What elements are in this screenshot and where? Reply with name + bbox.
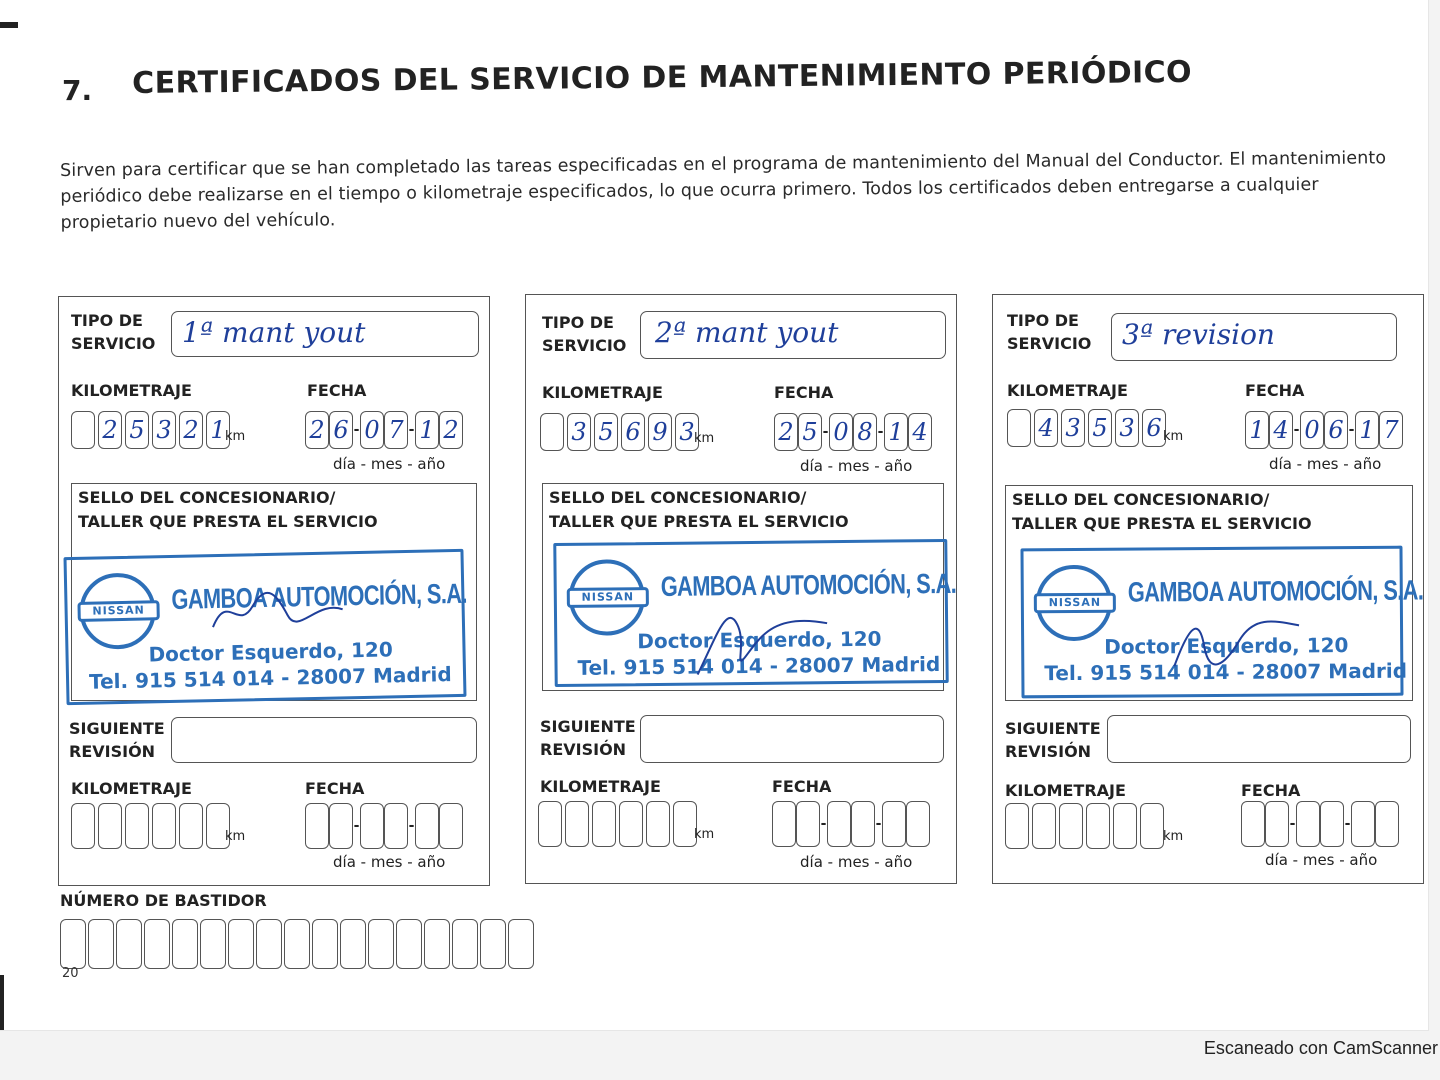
service-type-label xyxy=(1007,309,1091,355)
next-mileage-digit[interactable] xyxy=(125,803,149,849)
mileage-digit[interactable]: 5 xyxy=(125,411,149,449)
month-digit[interactable]: 0 xyxy=(360,411,384,449)
dealer-stamp xyxy=(553,539,957,687)
date-label: FECHA xyxy=(307,381,367,400)
stamp-brand: NISSAN xyxy=(1034,593,1116,614)
vin-cell[interactable] xyxy=(172,919,198,969)
label-siguiente: SIGUIENTE xyxy=(69,719,165,738)
date-format-caption: día - mes - año xyxy=(333,853,446,871)
next-year-digit[interactable] xyxy=(415,803,439,849)
day-digit[interactable]: 2 xyxy=(305,411,329,449)
mileage-digit[interactable]: 3 xyxy=(1115,409,1139,447)
year-digit[interactable]: 4 xyxy=(908,413,932,451)
mileage-digit[interactable]: 3 xyxy=(567,413,591,451)
service-type-field[interactable] xyxy=(640,311,946,359)
vin-label: NÚMERO DE BASTIDOR xyxy=(60,891,267,910)
next-mileage-digit[interactable] xyxy=(538,801,562,847)
signature-icon xyxy=(207,584,348,637)
mileage-label: KILOMETRAJE xyxy=(542,383,663,402)
vin-cell[interactable] xyxy=(144,919,170,969)
next-mileage-digit[interactable] xyxy=(1005,803,1029,849)
mileage-digit[interactable]: 9 xyxy=(648,413,672,451)
day-digit[interactable]: 6 xyxy=(329,411,353,449)
intro-paragraph: Sirven para certificar que se han completado las tareas especificadas en el programa de mantenimiento del Manual del Conductor. El mantenimiento periódico debe realizarse en el tiempo o kilometraje especificados, lo que ocurra primero. Todos los certificados deben entregarse a cualquier propietario nuevo del vehículo. xyxy=(60,148,1387,233)
stamp-phone: Tel. 915 514 014 - 28007 Madrid xyxy=(1044,658,1408,686)
date-label: FECHA xyxy=(1245,381,1305,400)
next-mileage-digits[interactable] xyxy=(71,803,230,849)
date-label: FECHA xyxy=(774,383,834,402)
seal-title-line1: SELLO DEL CONCESIONARIO/ xyxy=(549,488,807,507)
km-unit: km xyxy=(1163,429,1184,444)
service-date[interactable] xyxy=(774,413,932,451)
vin-cell[interactable] xyxy=(116,919,142,969)
service-date[interactable] xyxy=(1245,411,1403,449)
mileage-digit[interactable]: 3 xyxy=(152,411,176,449)
next-mileage-digits[interactable] xyxy=(538,801,697,847)
next-date-label: FECHA xyxy=(305,779,365,798)
vin-cell[interactable] xyxy=(256,919,282,969)
next-month-digit[interactable] xyxy=(1320,801,1344,847)
stamp-address: Doctor Esquerdo, 120 xyxy=(1104,633,1349,659)
service-date[interactable] xyxy=(305,411,463,449)
mileage-label: KILOMETRAJE xyxy=(1007,381,1128,400)
dealer-stamp xyxy=(63,549,466,705)
next-mileage-label: KILOMETRAJE xyxy=(1005,781,1126,800)
month-digit[interactable]: 6 xyxy=(1324,411,1348,449)
stamp-company-name: GAMBOA AUTOMOCIÓN, S.A. xyxy=(171,577,468,615)
date-separator: - xyxy=(877,424,884,440)
service-type-field[interactable] xyxy=(1111,313,1397,361)
next-month-digit[interactable] xyxy=(827,801,851,847)
seal-title xyxy=(549,486,849,534)
mileage-digit[interactable]: 5 xyxy=(1088,409,1112,447)
next-mileage-digit[interactable] xyxy=(1032,803,1056,849)
date-separator: - xyxy=(408,818,415,834)
vin-cell[interactable] xyxy=(424,919,450,969)
next-mileage-digit[interactable] xyxy=(565,801,589,847)
day-digit[interactable]: 5 xyxy=(798,413,822,451)
seal-title-line2: TALLER QUE PRESTA EL SERVICIO xyxy=(549,512,849,531)
nissan-logo-icon xyxy=(79,572,157,650)
scanner-watermark: Escaneado con CamScanner xyxy=(1203,1038,1438,1058)
vin-cell[interactable] xyxy=(60,919,86,969)
certificate-card-3 xyxy=(992,294,1424,884)
year-digit[interactable]: 7 xyxy=(1379,411,1403,449)
date-separator: - xyxy=(353,422,360,438)
vin-cell[interactable] xyxy=(200,919,226,969)
next-month-digit[interactable] xyxy=(384,803,408,849)
label-revision: REVISIÓN xyxy=(1005,742,1092,761)
next-service-label xyxy=(1005,717,1101,763)
seal-title-line2: TALLER QUE PRESTA EL SERVICIO xyxy=(78,512,378,531)
service-type-value: 2ª mant yout xyxy=(655,316,839,349)
next-mileage-digit[interactable] xyxy=(98,803,122,849)
km-unit: km xyxy=(225,429,246,444)
seal-title xyxy=(1012,488,1312,536)
scan-corner-mark xyxy=(0,22,18,28)
date-format-caption: día - mes - año xyxy=(800,457,913,475)
nissan-logo-icon xyxy=(568,559,645,636)
day-digit[interactable]: 1 xyxy=(1245,411,1269,449)
km-unit: km xyxy=(225,829,246,844)
next-service-date[interactable] xyxy=(1241,801,1399,847)
year-digit[interactable]: 2 xyxy=(439,411,463,449)
next-mileage-digit[interactable] xyxy=(179,803,203,849)
seal-title-line1: SELLO DEL CONCESIONARIO/ xyxy=(1012,490,1270,509)
service-type-label xyxy=(542,311,626,357)
page-number: 20 xyxy=(62,966,79,981)
date-separator: - xyxy=(1344,816,1351,832)
date-format-caption: día - mes - año xyxy=(1269,455,1382,473)
mileage-digit[interactable]: 2 xyxy=(179,411,203,449)
month-digit[interactable]: 0 xyxy=(829,413,853,451)
label-tipo-de: TIPO DE xyxy=(1007,311,1079,330)
mileage-digits[interactable] xyxy=(540,413,699,451)
date-separator: - xyxy=(822,424,829,440)
year-digit[interactable]: 1 xyxy=(1355,411,1379,449)
mileage-digit[interactable] xyxy=(540,413,564,451)
mileage-digit[interactable]: 4 xyxy=(1034,409,1058,447)
next-mileage-digits[interactable] xyxy=(1005,803,1164,849)
month-digit[interactable]: 0 xyxy=(1300,411,1324,449)
next-year-digit[interactable] xyxy=(439,803,463,849)
next-service-field[interactable] xyxy=(1107,715,1411,763)
next-day-digit[interactable] xyxy=(329,803,353,849)
day-digit[interactable]: 4 xyxy=(1269,411,1293,449)
seal-title-line2: TALLER QUE PRESTA EL SERVICIO xyxy=(1012,514,1312,533)
mileage-digit[interactable]: 3 xyxy=(1061,409,1085,447)
next-month-digit[interactable] xyxy=(1296,801,1320,847)
vin-cell[interactable] xyxy=(228,919,254,969)
mileage-digit[interactable] xyxy=(71,411,95,449)
next-mileage-digit[interactable] xyxy=(1113,803,1137,849)
next-mileage-digit[interactable] xyxy=(592,801,616,847)
vin-cell[interactable] xyxy=(284,919,310,969)
year-digit[interactable]: 1 xyxy=(415,411,439,449)
mileage-digit[interactable]: 2 xyxy=(98,411,122,449)
vin-cell[interactable] xyxy=(312,919,338,969)
label-siguiente: SIGUIENTE xyxy=(1005,719,1101,738)
vin-cell[interactable] xyxy=(508,919,534,969)
service-type-label xyxy=(71,309,155,355)
section-number: 7. xyxy=(62,74,93,107)
next-month-digit[interactable] xyxy=(851,801,875,847)
mileage-digits[interactable] xyxy=(1007,409,1166,447)
next-mileage-label: KILOMETRAJE xyxy=(71,779,192,798)
date-separator: - xyxy=(1348,422,1355,438)
next-month-digit[interactable] xyxy=(360,803,384,849)
next-service-label xyxy=(69,717,165,763)
date-separator: - xyxy=(408,422,415,438)
label-servicio: SERVICIO xyxy=(71,334,156,353)
month-digit[interactable]: 7 xyxy=(384,411,408,449)
vin-cell[interactable] xyxy=(480,919,506,969)
vin-boxes[interactable] xyxy=(60,919,534,969)
mileage-digit[interactable]: 6 xyxy=(621,413,645,451)
mileage-digit[interactable]: 1 xyxy=(206,411,230,449)
certificate-card-2 xyxy=(525,294,957,884)
km-unit: km xyxy=(1163,829,1184,844)
date-separator: - xyxy=(875,816,882,832)
mileage-digit[interactable]: 3 xyxy=(675,413,699,451)
next-service-field[interactable] xyxy=(171,717,477,763)
date-format-caption: día - mes - año xyxy=(1265,851,1378,869)
next-mileage-digit[interactable] xyxy=(1140,803,1164,849)
label-tipo-de: TIPO DE xyxy=(542,313,614,332)
signature-icon xyxy=(1154,605,1304,676)
next-mileage-digit[interactable] xyxy=(71,803,95,849)
label-revision: REVISIÓN xyxy=(69,742,156,761)
date-format-caption: día - mes - año xyxy=(333,455,446,473)
next-year-digit[interactable] xyxy=(906,801,930,847)
label-servicio: SERVICIO xyxy=(542,336,627,355)
next-day-digit[interactable] xyxy=(1265,801,1289,847)
stamp-brand: NISSAN xyxy=(567,587,649,608)
mileage-digit[interactable]: 5 xyxy=(594,413,618,451)
date-format-caption: día - mes - año xyxy=(800,853,913,871)
section-title: CERTIFICADOS DEL SERVICIO DE MANTENIMIENTO PERIÓDICO xyxy=(132,54,1193,101)
stamp-phone: Tel. 915 514 014 - 28007 Madrid xyxy=(88,662,452,694)
label-servicio: SERVICIO xyxy=(1007,334,1092,353)
next-date-label: FECHA xyxy=(1241,781,1301,800)
label-siguiente: SIGUIENTE xyxy=(540,717,636,736)
next-day-digit[interactable] xyxy=(796,801,820,847)
nissan-logo-icon xyxy=(1036,565,1113,642)
service-type-value: 3ª revision xyxy=(1122,318,1275,351)
service-type-field[interactable] xyxy=(171,311,479,357)
vin-cell[interactable] xyxy=(340,919,366,969)
next-date-label: FECHA xyxy=(772,777,832,796)
service-type-value: 1ª mant yout xyxy=(182,316,366,349)
stamp-phone: Tel. 915 514 014 - 28007 Madrid xyxy=(577,652,941,680)
day-digit[interactable]: 2 xyxy=(774,413,798,451)
seal-title-line1: SELLO DEL CONCESIONARIO/ xyxy=(78,488,336,507)
km-unit: km xyxy=(694,431,715,446)
next-day-digit[interactable] xyxy=(1241,801,1265,847)
mileage-digit[interactable] xyxy=(1007,409,1031,447)
vin-cell[interactable] xyxy=(396,919,422,969)
next-service-field[interactable] xyxy=(640,715,944,763)
next-mileage-digit[interactable] xyxy=(152,803,176,849)
next-year-digit[interactable] xyxy=(882,801,906,847)
seal-title xyxy=(78,486,378,534)
mileage-digits[interactable] xyxy=(71,411,230,449)
stamp-address: Doctor Esquerdo, 120 xyxy=(637,626,882,654)
vin-cell[interactable] xyxy=(368,919,394,969)
next-day-digit[interactable] xyxy=(305,803,329,849)
stamp-address: Doctor Esquerdo, 120 xyxy=(148,637,393,667)
certificate-card-1 xyxy=(58,296,490,886)
stamp-company-name: GAMBOA AUTOMOCIÓN, S.A. xyxy=(1127,574,1424,608)
next-mileage-digit[interactable] xyxy=(1086,803,1110,849)
label-revision: REVISIÓN xyxy=(540,740,627,759)
date-separator: - xyxy=(353,818,360,834)
date-separator: - xyxy=(1293,422,1300,438)
date-separator: - xyxy=(820,816,827,832)
stamp-brand: NISSAN xyxy=(77,600,159,622)
km-unit: km xyxy=(694,827,715,842)
mileage-label: KILOMETRAJE xyxy=(71,381,192,400)
next-service-date[interactable] xyxy=(772,801,930,847)
next-mileage-label: KILOMETRAJE xyxy=(540,777,661,796)
next-year-digit[interactable] xyxy=(1351,801,1375,847)
scan-edge-mark xyxy=(0,975,4,1030)
vin-cell[interactable] xyxy=(452,919,478,969)
next-mileage-digit[interactable] xyxy=(619,801,643,847)
dealer-stamp xyxy=(1020,546,1424,699)
next-mileage-digit[interactable] xyxy=(1059,803,1083,849)
next-service-label xyxy=(540,715,636,761)
year-digit[interactable]: 1 xyxy=(884,413,908,451)
signature-icon xyxy=(677,593,838,685)
date-separator: - xyxy=(1289,816,1296,832)
mileage-digit[interactable]: 6 xyxy=(1142,409,1166,447)
next-mileage-digit[interactable] xyxy=(646,801,670,847)
month-digit[interactable]: 8 xyxy=(853,413,877,451)
next-day-digit[interactable] xyxy=(772,801,796,847)
stamp-company-name: GAMBOA AUTOMOCIÓN, S.A. xyxy=(660,567,957,602)
next-year-digit[interactable] xyxy=(1375,801,1399,847)
label-tipo-de: TIPO DE xyxy=(71,311,143,330)
next-service-date[interactable] xyxy=(305,803,463,849)
vin-cell[interactable] xyxy=(88,919,114,969)
